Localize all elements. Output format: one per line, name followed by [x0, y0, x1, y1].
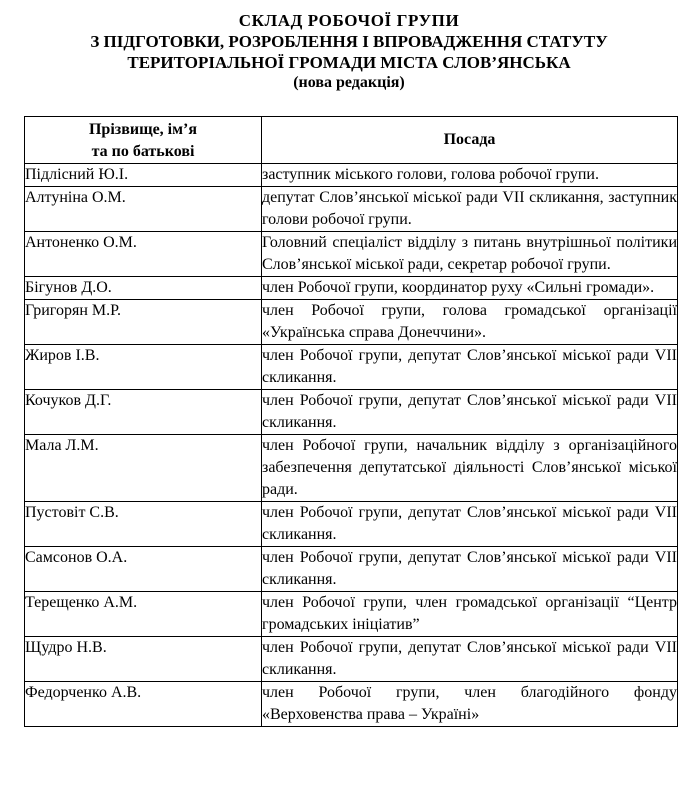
members-table	[24, 116, 678, 727]
table-row	[25, 187, 678, 232]
member-position: член Робочої групи, депутат Слов’янської міської ради VII скликання.	[262, 547, 678, 592]
member-name: Бігунов Д.О.	[25, 277, 262, 300]
table-row	[25, 277, 678, 300]
member-position: член Робочої групи, депутат Слов’янської міської ради VII скликання.	[262, 345, 678, 390]
member-name: Щудро Н.В.	[25, 637, 262, 682]
table-row	[25, 164, 678, 187]
title-line-3: ТЕРИТОРІАЛЬНОЇ ГРОМАДИ МІСТА СЛОВ’ЯНСЬКА	[127, 53, 571, 72]
member-position: член Робочої групи, депутат Слов’янської міської ради VII скликання.	[262, 637, 678, 682]
table-row	[25, 390, 678, 435]
member-position: депутат Слов’янської міської ради VII скликання, заступник голови робочої групи.	[262, 187, 678, 232]
table-row	[25, 502, 678, 547]
document-title	[0, 10, 698, 93]
member-position: член Робочої групи, депутат Слов’янської міської ради VII скликання.	[262, 502, 678, 547]
member-position: член Робочої групи, член громадської організації “Центр громадських ініціатив”	[262, 592, 678, 637]
member-name: Жиров І.В.	[25, 345, 262, 390]
header-name-line-2: та по батькові	[91, 143, 195, 160]
table-row	[25, 682, 678, 727]
member-position: член Робочої групи, депутат Слов’янської міської ради VII скликання.	[262, 390, 678, 435]
table-row	[25, 547, 678, 592]
member-name: Терещенко А.М.	[25, 592, 262, 637]
member-name: Федорченко А.В.	[25, 682, 262, 727]
title-line-1: СКЛАД РОБОЧОЇ ГРУПИ	[238, 11, 460, 30]
member-name: Кочуков Д.Г.	[25, 390, 262, 435]
table-row	[25, 637, 678, 682]
member-position: член Робочої групи, координатор руху «Сильні громади».	[262, 277, 678, 300]
member-name: Мала Л.М.	[25, 435, 262, 502]
member-name: Алтуніна О.М.	[25, 187, 262, 232]
member-name: Пустовіт С.В.	[25, 502, 262, 547]
table-header-row	[25, 117, 678, 164]
title-edition: (нова редакція)	[293, 74, 405, 91]
member-name: Самсонов О.А.	[25, 547, 262, 592]
table-row	[25, 435, 678, 502]
member-name: Григорян М.Р.	[25, 300, 262, 345]
member-position: член Робочої групи, член благодійного фонду «Верховенства права – Україні»	[262, 682, 678, 727]
member-position: заступник міського голови, голова робочої групи.	[262, 164, 678, 187]
table-row	[25, 592, 678, 637]
member-position: Головний спеціаліст відділу з питань внутрішньої політики Слов’янської міської ради, секретар робочої групи.	[262, 232, 678, 277]
member-name: Підлісний Ю.І.	[25, 164, 262, 187]
title-line-2: З ПІДГОТОВКИ, РОЗРОБЛЕННЯ І ВПРОВАДЖЕННЯ СТАТУТУ	[90, 32, 608, 51]
table-row	[25, 300, 678, 345]
member-position: член Робочої групи, начальник відділу з організаційного забезпечення депутатської діяльності Слов’янської міської ради.	[262, 435, 678, 502]
table-row	[25, 345, 678, 390]
header-name-line-1: Прізвище, ім’я	[88, 121, 197, 138]
header-name	[25, 117, 262, 164]
member-name: Антоненко О.М.	[25, 232, 262, 277]
header-position: Посада	[262, 117, 678, 164]
table-row	[25, 232, 678, 277]
member-position: член Робочої групи, голова громадської організації «Українська справа Донеччини».	[262, 300, 678, 345]
